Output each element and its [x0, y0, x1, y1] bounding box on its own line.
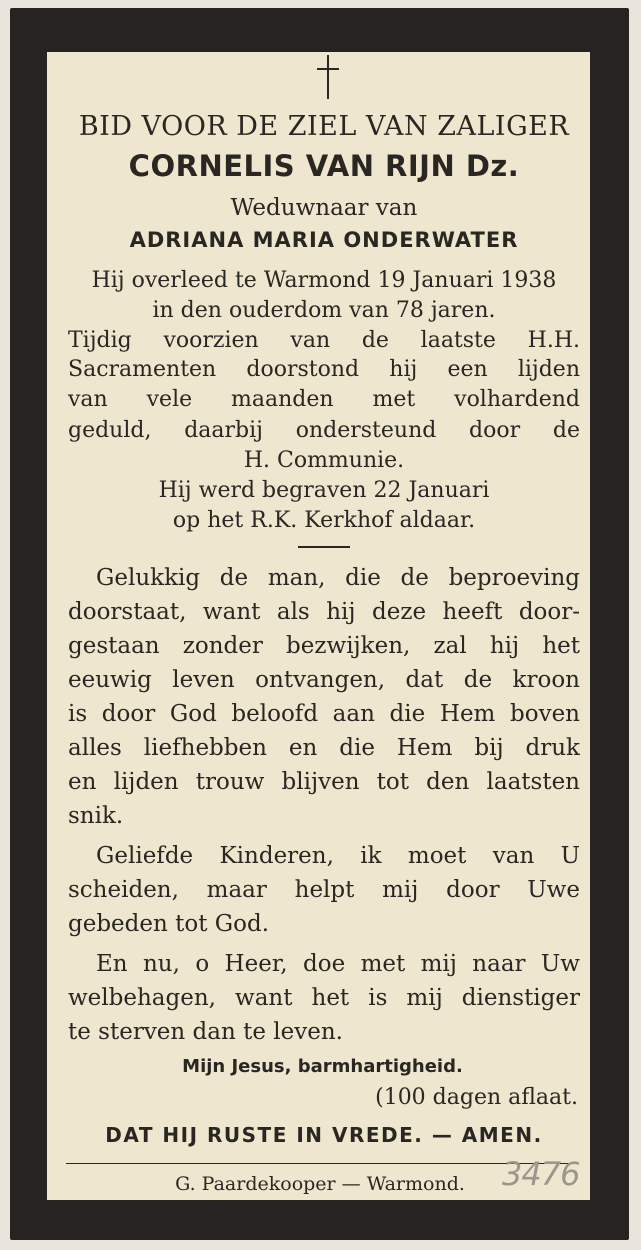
- cross-icon: [314, 55, 342, 101]
- death-notice-line: Hij werd begraven 22 Januari: [158, 478, 490, 503]
- death-notice-line: H. Communie.: [243, 448, 405, 473]
- spouse-name: ADRIANA MARIA ONDERWATER: [129, 228, 519, 252]
- death-notice-line: van vele maanden met volhardend: [68, 387, 580, 412]
- verse-line: snik.: [68, 803, 124, 829]
- verse-line: is door God beloofd aan die Hem boven: [68, 701, 580, 727]
- verse-line: Gelukkig de man, die de beproeving: [96, 565, 580, 591]
- divider: [298, 546, 350, 548]
- death-notice-line: Tijdig voorzien van de laatste H.H.: [68, 328, 580, 353]
- relation-text: Weduwnaar van: [230, 195, 418, 221]
- verse-line: Geliefde Kinderen, ik moet van U: [96, 843, 580, 869]
- death-notice-line: geduld, daarbij ondersteund door de: [68, 418, 580, 443]
- verse-line: En nu, o Heer, doe met mij naar Uw: [96, 951, 580, 977]
- closing-line: DAT HIJ RUSTE IN VREDE. — AMEN.: [105, 1123, 543, 1147]
- deceased-name: CORNELIS VAN RIJN Dz.: [128, 149, 520, 183]
- verse-line: en lijden trouw blijven tot den laatsten: [68, 769, 580, 795]
- indulgence-note: (100 dagen aflaat.: [375, 1085, 578, 1110]
- prayer-line: Mijn Jesus, barmhartigheid.: [182, 1056, 463, 1077]
- death-notice-line: Hij overleed te Warmond 19 Januari 1938: [91, 268, 557, 293]
- verse-line: welbehagen, want het is mij dienstiger: [68, 985, 580, 1011]
- prayer-heading: BID VOOR DE ZIEL VAN ZALIGER: [78, 111, 570, 142]
- catalog-number: 3476: [502, 1155, 580, 1193]
- death-notice-line: op het R.K. Kerkhof aldaar.: [172, 508, 476, 533]
- verse-line: doorstaat, want als hij deze heeft door-: [68, 599, 580, 625]
- footer-rule: [66, 1163, 576, 1164]
- verse-line: scheiden, maar helpt mij door Uwe: [68, 877, 580, 903]
- verse-line: gestaan zonder bezwijken, zal hij het: [68, 633, 580, 659]
- verse-line: alles liefhebben en die Hem bij druk: [68, 735, 580, 761]
- death-notice-line: Sacramenten doorstond hij een lijden: [68, 357, 580, 382]
- printer-credit: G. Paardekooper — Warmond.: [175, 1173, 465, 1195]
- death-notice-line: in den ouderdom van 78 jaren.: [152, 298, 496, 323]
- verse-line: te sterven dan te leven.: [68, 1019, 343, 1045]
- verse-line: gebeden tot God.: [68, 911, 270, 937]
- verse-line: eeuwig leven ontvangen, dat de kroon: [68, 667, 580, 693]
